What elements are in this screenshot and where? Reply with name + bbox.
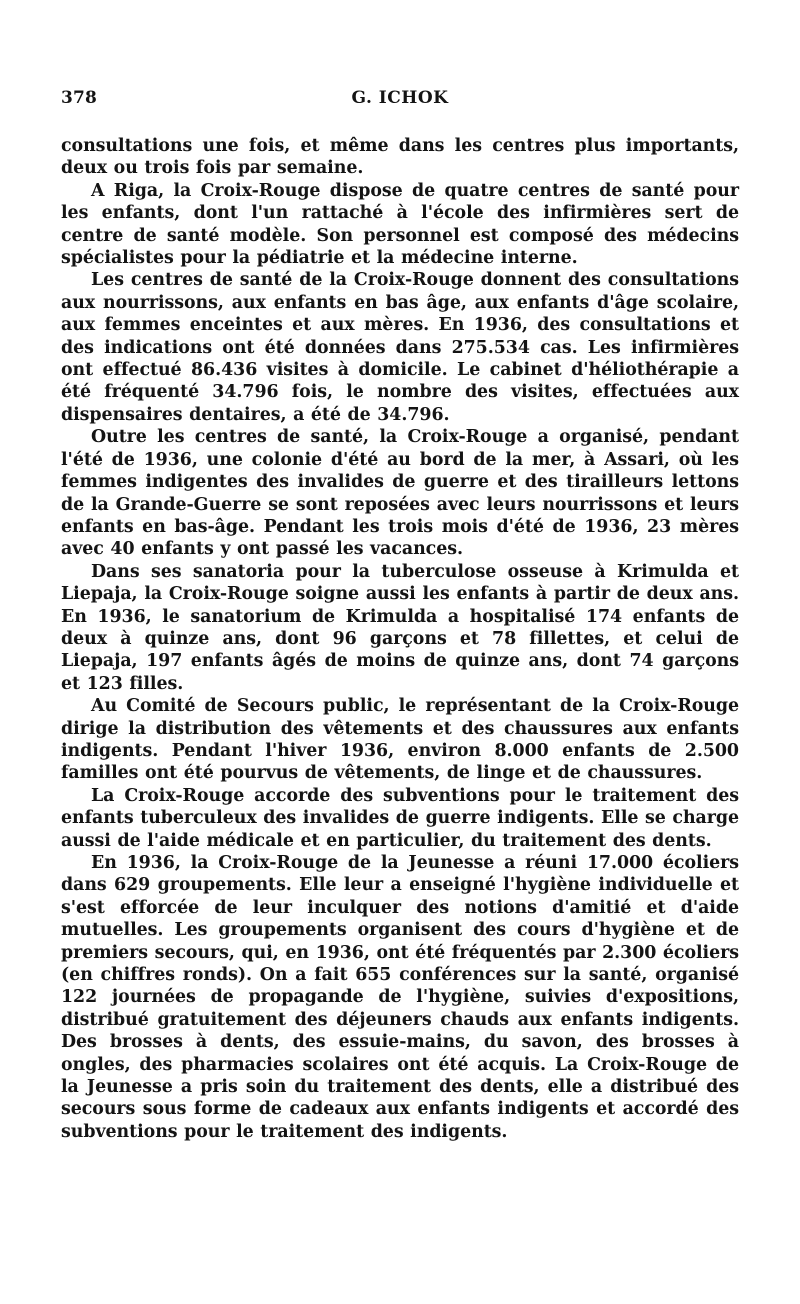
page-number: 378 (61, 88, 98, 108)
running-title: G. ICHOK (351, 88, 449, 108)
body-text (61, 135, 739, 1143)
paragraph-8: En 1936, la Croix-Rouge de la Jeunesse a réuni 17.000 écoliers dans 629 groupements. Elle leur a enseigné l'hygiène individuelle et s'est efforcée de leur inculquer des notions d'amitié et d'aide mutuelles. Les groupements organisent des cours d'hygiène et de premiers secours, qui, en 1936, ont été fréquentés par 2.300 écoliers (en chiffres ronds). On a fait 655 conférences sur la santé, organisé 122 journées de propagande de l'hygiène, suivies d'expositions, distribué gratuitement des déjeuners chauds aux enfants indigents. Des brosses à dents, des essuie-mains, du savon, des brosses à ongles, des pharmacies scolaires ont été acquis. La Croix-Rouge de la Jeunesse a pris soin du traitement des dents, elle a distribué des secours sous forme de cadeaux aux enfants indigents et accordé des subventions pour le traitement des indigents. (61, 853, 739, 1142)
document-page (61, 88, 739, 1143)
paragraph-1: consultations une fois, et même dans les centres plus importants, deux ou trois fois par semaine. (61, 136, 739, 179)
paragraph-6: Au Comité de Secours public, le représentant de la Croix-Rouge dirige la distribution des vêtements et des chaussures aux enfants indigents. Pendant l'hiver 1936, environ 8.000 enfants de 2.500 familles ont été pourvus de vêtements, de linge et de chaussures. (61, 696, 739, 784)
paragraph-5: Dans ses sanatoria pour la tuberculose osseuse à Krimulda et Liepaja, la Croix-Rouge soigne aussi les enfants à partir de deux ans. En 1936, le sanatorium de Krimulda a hospitalisé 174 enfants de deux à quinze ans, dont 96 garçons et 78 fillettes, et celui de Liepaja, 197 enfants âgés de moins de quinze ans, dont 74 garçons et 123 filles. (61, 561, 739, 694)
paragraph-3: Les centres de santé de la Croix-Rouge donnent des consultations aux nourrissons, aux enfants en bas âge, aux enfants d'âge scolaire, aux femmes enceintes et aux mères. En 1936, des consultations et des indications ont été données dans 275.534 cas. Les infirmières ont effectué 86.436 visites à domicile. Le cabinet d'héliothérapie a été fréquenté 34.796 fois, le nombre des visites, effectuées aux dispensaires dentaires, a été de 34.796. (61, 270, 739, 425)
paragraph-7: La Croix-Rouge accorde des subventions pour le traitement des enfants tuberculeux des invalides de guerre indigents. Elle se charge aussi de l'aide médicale et en particulier, du traitement des dents. (61, 785, 739, 851)
page-header (61, 88, 739, 118)
paragraph-4: Outre les centres de santé, la Croix-Rouge a organisé, pendant l'été de 1936, une colonie d'été au bord de la mer, à Assari, où les femmes indigentes des invalides de guerre et des tirailleurs lettons de la Grande-Guerre se sont reposées avec leurs nourrissons et leurs enfants en bas-âge. Pendant les trois mois d'été de 1936, 23 mères avec 40 enfants y ont passé les vacances. (61, 427, 739, 560)
paragraph-2: A Riga, la Croix-Rouge dispose de quatre centres de santé pour les enfants, dont l'un rattaché à l'école des infirmières sert de centre de santé modèle. Son personnel est composé des médecins spécialistes pour la pédiatrie et la médecine interne. (61, 180, 739, 269)
